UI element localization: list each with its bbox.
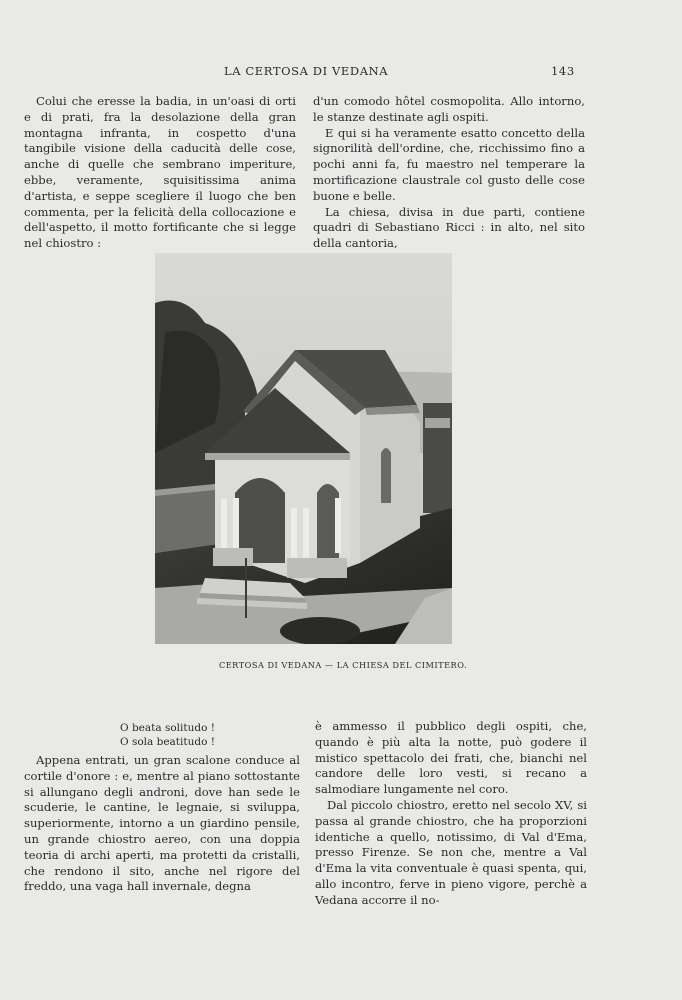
running-header bbox=[0, 64, 682, 80]
running-title: LA CERTOSA DI VEDANA bbox=[224, 64, 389, 78]
motto-line: O beata solitudo ! bbox=[120, 722, 215, 734]
text-column-bottom-left bbox=[24, 753, 300, 895]
paragraph: d'un comodo hôtel cosmopolita. Allo intorno, le stanze destinate agli ospiti. bbox=[313, 94, 585, 124]
text-column-bottom-right bbox=[315, 719, 587, 909]
page-number: 143 bbox=[551, 64, 575, 78]
text-column-top-right bbox=[313, 94, 585, 252]
paragraph: è ammesso il pubblico degli ospiti, che, quando è più alta la notte, può godere il mistico spettacolo dei frati, che, bianchi nel candore delle loro vesti, si recano a salmodiare lungamente nel coro. bbox=[315, 719, 587, 797]
motto-line: O sola beatitudo ! bbox=[120, 736, 215, 748]
paragraph: Appena entrati, un gran scalone conduce al cortile d'onore : e, mentre al piano sottostante si allungano degli androni, dove han sede le scuderie, le cantine, le legnaie, si sviluppa, superiormente, intorno a un giardino pensile, un grande chiostro aereo, con una doppia teoria di archi aperti, ma protetti da cristalli, che rendono il sito, anche nel rigore del freddo, una vaga hall invernale, degna bbox=[24, 753, 300, 894]
chapel-illustration bbox=[155, 253, 452, 644]
text-column-top-left bbox=[24, 94, 296, 252]
figure-caption: CERTOSA DI VEDANA — LA CHIESA DEL CIMITERO. bbox=[218, 660, 468, 670]
paragraph: Colui che eresse la badia, in un'oasi di orti e di prati, fra la desolazione della gran montagna infranta, in cospetto d'una tangibile visione della caducità delle cose, anche di quelle che sembrano imperiture, ebbe, veramente, squisitissima anima d'artista, e seppe scegliere il luogo che ben commenta, per la felicità della collocazione e dell'aspetto, il motto fortificante che si legge nel chiostro : bbox=[24, 94, 296, 251]
latin-motto bbox=[120, 721, 215, 749]
paragraph: E qui si ha veramente esatto concetto della signorilità dell'ordine, che, ricchissimo fino a pochi anni fa, fu maestro nel temperare la mortificazione claustrale col gusto delle cose buone e belle. bbox=[313, 125, 585, 203]
paragraph: La chiesa, divisa in due parti, contiene quadri di Sebastiano Ricci : in alto, nel sito della cantoria, bbox=[313, 204, 585, 251]
church-photograph bbox=[155, 253, 452, 644]
paragraph: Dal piccolo chiostro, eretto nel secolo XV, si passa al grande chiostro, che ha proporzioni identiche a quello, notissimo, di Val d'Ema, presso Firenze. Se non che, mentre a Val d'Ema la vita conventuale è quasi spenta, qui, allo incontro, ferve in pieno vigore, perchè a Vedana accorre il no- bbox=[315, 797, 587, 907]
